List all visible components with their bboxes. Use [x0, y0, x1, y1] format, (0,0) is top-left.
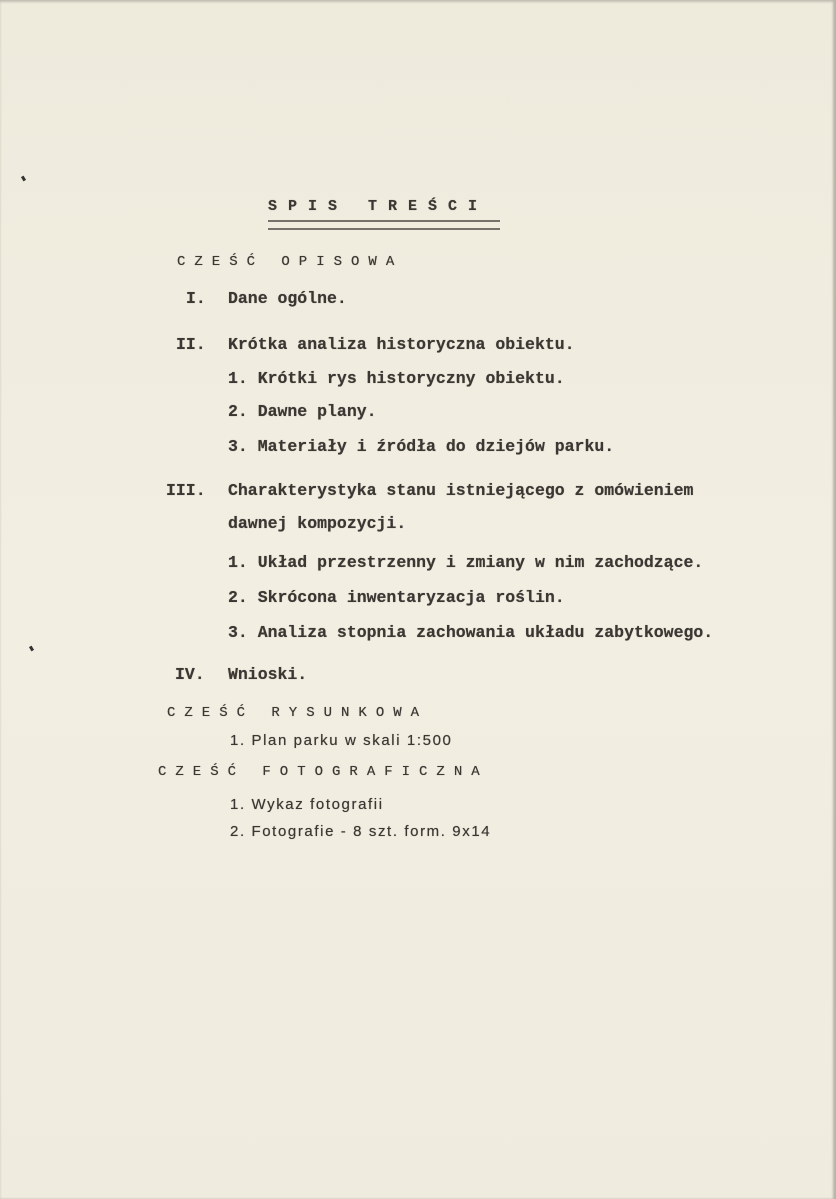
- subitem: 2. Skrócona inwentaryzacja roślin.: [228, 588, 565, 607]
- list-item: 1. Wykaz fotografii: [230, 796, 384, 813]
- section-heading-rysunkowa: CZEŚĆ RYSUNKOWA: [167, 705, 429, 721]
- punch-mark: [21, 176, 26, 182]
- subitem: 3. Analiza stopnia zachowania układu zabytkowego.: [228, 623, 714, 642]
- item-text: Wnioski.: [228, 665, 308, 684]
- subitem: 1. Krótki rys historyczny obiektu.: [228, 369, 565, 388]
- item-num: I.: [186, 289, 206, 308]
- list-item: 2. Fotografie - 8 szt. form. 9x14: [230, 823, 492, 840]
- item-num: IV.: [175, 665, 205, 684]
- item-num: III.: [166, 481, 206, 500]
- section-heading-opisowa: CZEŚĆ OPISOWA: [177, 254, 404, 270]
- subitem: 3. Materiały i źródła do dziejów parku.: [228, 437, 615, 456]
- subitem: 2. Dawne plany.: [228, 402, 377, 421]
- item-text-continued: dawnej kompozycji.: [228, 514, 407, 533]
- section-heading-fotograficzna: CZEŚĆ FOTOGRAFICZNA: [158, 764, 489, 780]
- document-title: SPIS TREŚCI: [268, 198, 489, 215]
- punch-mark: [29, 646, 34, 652]
- list-item: 1. Plan parku w skali 1:500: [230, 732, 453, 749]
- subitem: 1. Układ przestrzenny i zmiany w nim zachodzące.: [228, 553, 704, 572]
- item-text: Krótka analiza historyczna obiektu.: [228, 335, 575, 354]
- item-num: II.: [176, 335, 206, 354]
- title-underline: [268, 220, 500, 230]
- item-text: Dane ogólne.: [228, 289, 347, 308]
- item-text: Charakterystyka stanu istniejącego z omówieniem: [228, 481, 694, 500]
